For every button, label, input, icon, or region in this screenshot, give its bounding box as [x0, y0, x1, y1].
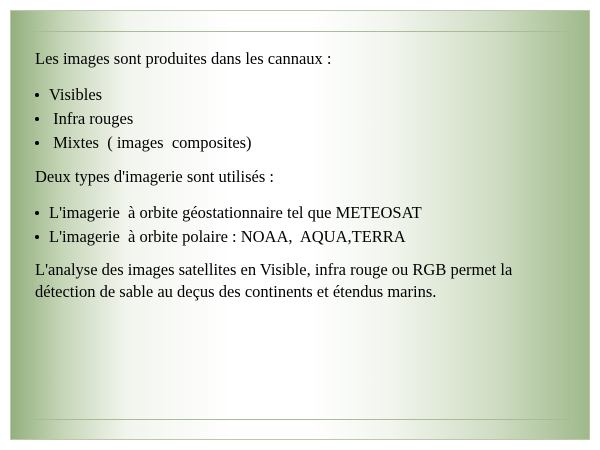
bullet-icon	[35, 93, 39, 97]
slide-content	[35, 47, 575, 303]
types-intro-text: Deux types d'imagerie sont utilisés :	[35, 167, 274, 186]
bullet-icon	[35, 211, 39, 215]
channel-label: Infra rouges	[49, 109, 134, 128]
bullet-icon	[35, 235, 39, 239]
list-item	[35, 131, 575, 155]
channel-list	[35, 83, 575, 155]
imagery-type-list	[35, 201, 575, 249]
intro-text: Les images sont produites dans les cannaux :	[35, 49, 332, 68]
analysis-text: L'analyse des images satellites en Visible, infra rouge ou RGB permet la détection de sable au deçus des continents et étendus marins.	[35, 260, 513, 301]
channel-label: Visibles	[49, 85, 103, 104]
list-item	[35, 83, 575, 107]
imagery-type-label: L'imagerie à orbite géostationnaire tel que METEOSAT	[49, 203, 422, 222]
channel-label: Mixtes ( images composites)	[49, 133, 252, 152]
imagery-type-label: L'imagerie à orbite polaire : NOAA, AQUA,TERRA	[49, 227, 406, 246]
list-item	[35, 201, 575, 225]
bullet-icon	[35, 117, 39, 121]
list-item	[35, 225, 575, 249]
bullet-icon	[35, 141, 39, 145]
list-item	[35, 107, 575, 131]
